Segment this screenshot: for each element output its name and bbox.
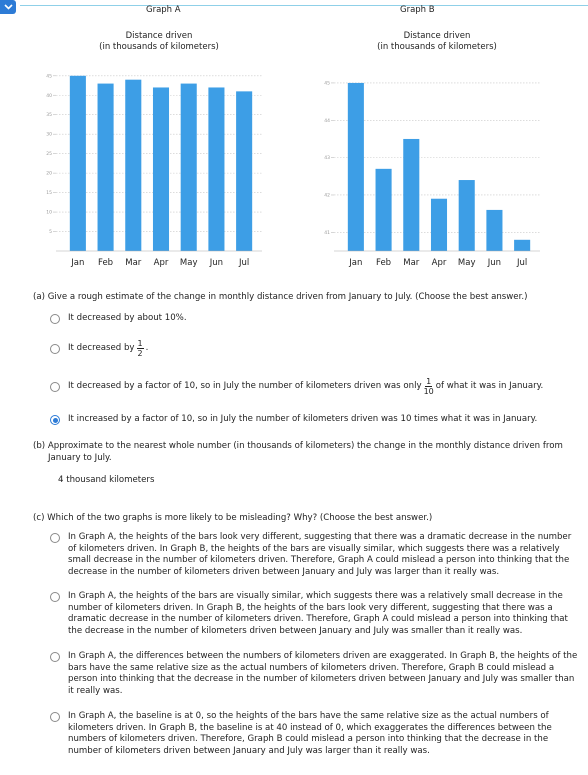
bar-feb (376, 169, 392, 251)
option-c4[interactable] (50, 711, 580, 757)
y-tick-label: 41 (324, 230, 330, 236)
option-c1-label: In Graph A, the heights of the bars look very different, suggesting that there was a dramatic decrease in the number of kilometers driven. In Graph B, the heights of the bars are visually similar, which suggests there was a relatively small decrease in the number of kilometers driven. Therefore, Graph A could mislead a person into thinking that the decrease in the number of kilometers driven between January and July was larger than it really was. (68, 532, 572, 577)
graph-a-svg (20, 24, 290, 274)
graph-b-chart (298, 24, 568, 277)
x-tick-label: Mar (403, 258, 420, 268)
option-a4-label: It increased by a factor of 10, so in July the number of kilometers driven was 10 times what it was in January. (68, 414, 538, 424)
fraction-one-half: $\frac{1}{2}$ (137, 339, 143, 358)
radio-c1[interactable] (50, 533, 60, 543)
x-tick-label: Jun (487, 258, 502, 268)
chart-title-b: Distance driven (403, 31, 471, 41)
bar-jan (348, 83, 364, 251)
x-tick-label: May (457, 258, 476, 268)
bar-jul (236, 91, 252, 251)
question-a: (a) Give a rough estimate of the change in monthly distance driven from January to July. (Choose the best answer.) (33, 292, 528, 302)
bar-apr (153, 87, 169, 251)
answer-b-value: 4 thousand kilometers (58, 475, 155, 485)
x-tick-label: Apr (431, 258, 447, 268)
chart-title-a: Distance driven (125, 31, 193, 41)
option-c2[interactable] (50, 591, 580, 637)
radio-c3[interactable] (50, 652, 60, 662)
bar-apr (431, 199, 447, 251)
x-tick-label: Feb (98, 258, 114, 268)
bar-jul (514, 240, 530, 251)
x-tick-label: Jul (517, 258, 528, 268)
graph-b-label: Graph B (400, 5, 435, 15)
radio-c4[interactable] (50, 712, 60, 722)
collapse-toggle[interactable] (0, 0, 16, 14)
chart-subtitle-b: (in thousands of kilometers) (377, 42, 497, 52)
option-a1-label: It decreased by about 10%. (68, 313, 187, 323)
option-c1[interactable] (50, 532, 580, 578)
bar-mar (403, 139, 419, 251)
y-tick-label: 44 (324, 118, 330, 124)
option-c3[interactable] (50, 651, 580, 697)
question-c: (c) Which of the two graphs is more likely to be misleading? Why? (Choose the best answer.) (33, 513, 433, 523)
x-tick-label: Jan (71, 258, 85, 268)
graph-a-chart (20, 24, 290, 277)
x-tick-label: May (179, 258, 198, 268)
option-c2-label: In Graph A, the heights of the bars are visually similar, which suggests there was a relatively small decrease in the number of kilometers driven. In Graph B, the heights of the bars look very different, suggesting that there was a dramatic decrease in the number of kilometers driven. Therefore, Graph A could mislead a person into thinking that the decrease in the number of kilometers driven between January and July was smaller than it really was. (68, 591, 568, 636)
y-tick-label: 42 (324, 193, 330, 199)
bar-jun (208, 87, 224, 251)
radio-a2[interactable] (50, 344, 60, 354)
graph-a-label: Graph A (146, 5, 181, 15)
x-tick-label: Jul (239, 258, 250, 268)
y-tick-label: 5 (49, 230, 52, 236)
bar-jan (70, 76, 86, 251)
chevron-down-icon (4, 4, 13, 10)
bar-may (459, 180, 475, 251)
y-tick-label: 35 (46, 113, 52, 119)
radio-a1[interactable] (50, 314, 60, 324)
radio-c2[interactable] (50, 592, 60, 602)
chart-subtitle-a: (in thousands of kilometers) (99, 42, 219, 52)
bar-feb (98, 84, 114, 251)
y-tick-label: 20 (46, 171, 52, 177)
option-a3[interactable]: It decreased by a factor of 10, so in July the number of kilometers driven was only $\frac{1}{10}$ of what it was in January. (50, 377, 543, 396)
y-tick-label: 10 (46, 210, 52, 216)
graph-b-svg (298, 24, 568, 274)
radio-a4-selected[interactable] (50, 415, 60, 425)
y-tick-label: 25 (46, 152, 52, 158)
bar-jun (486, 210, 502, 251)
option-a3-prefix: It decreased by a factor of 10, so in July the number of kilometers driven was only (68, 380, 422, 391)
y-tick-label: 40 (46, 93, 52, 99)
option-a2-prefix: It decreased by (68, 342, 135, 353)
fraction-one-tenth: $\frac{1}{10}$ (423, 377, 434, 396)
y-tick-label: 45 (324, 81, 330, 87)
option-a1[interactable] (50, 313, 187, 325)
option-a2[interactable]: It decreased by $\frac{1}{2}$ . (50, 339, 148, 358)
y-tick-label: 43 (324, 156, 330, 162)
x-tick-label: Jun (209, 258, 224, 268)
x-tick-label: Feb (376, 258, 392, 268)
option-c3-label: In Graph A, the differences between the numbers of kilometers driven are exaggerated. In Graph B, the heights of the bars have the same relative size as the actual numbers of kilometers driven. Therefore, Graph B could mislead a person into thinking that the decrease in the number of kilometers driven between January and July was smaller than it really was. (68, 651, 578, 696)
y-tick-label: 45 (46, 74, 52, 80)
y-tick-label: 15 (46, 191, 52, 197)
x-tick-label: Mar (125, 258, 142, 268)
bar-may (181, 84, 197, 251)
y-tick-label: 30 (46, 132, 52, 138)
x-tick-label: Jan (349, 258, 363, 268)
x-tick-label: Apr (153, 258, 169, 268)
header-divider (20, 5, 588, 6)
option-c4-label: In Graph A, the baseline is at 0, so the heights of the bars have the same relative size as the actual numbers of kilometers driven. In Graph B, the baseline is at 40 instead of 0, which exaggerates the differences between the numbers of kilometers driven. Therefore, Graph B could mislead a person into thinking that the decrease in the number of kilometers driven between January and July was larger than it really was. (68, 711, 552, 756)
question-b: (b) Approximate to the nearest whole number (in thousands of kilometers) the change in the monthly distance driven from January to July. (33, 441, 563, 463)
option-a4[interactable] (50, 414, 537, 426)
bar-mar (125, 80, 141, 251)
radio-a3[interactable] (50, 382, 60, 392)
